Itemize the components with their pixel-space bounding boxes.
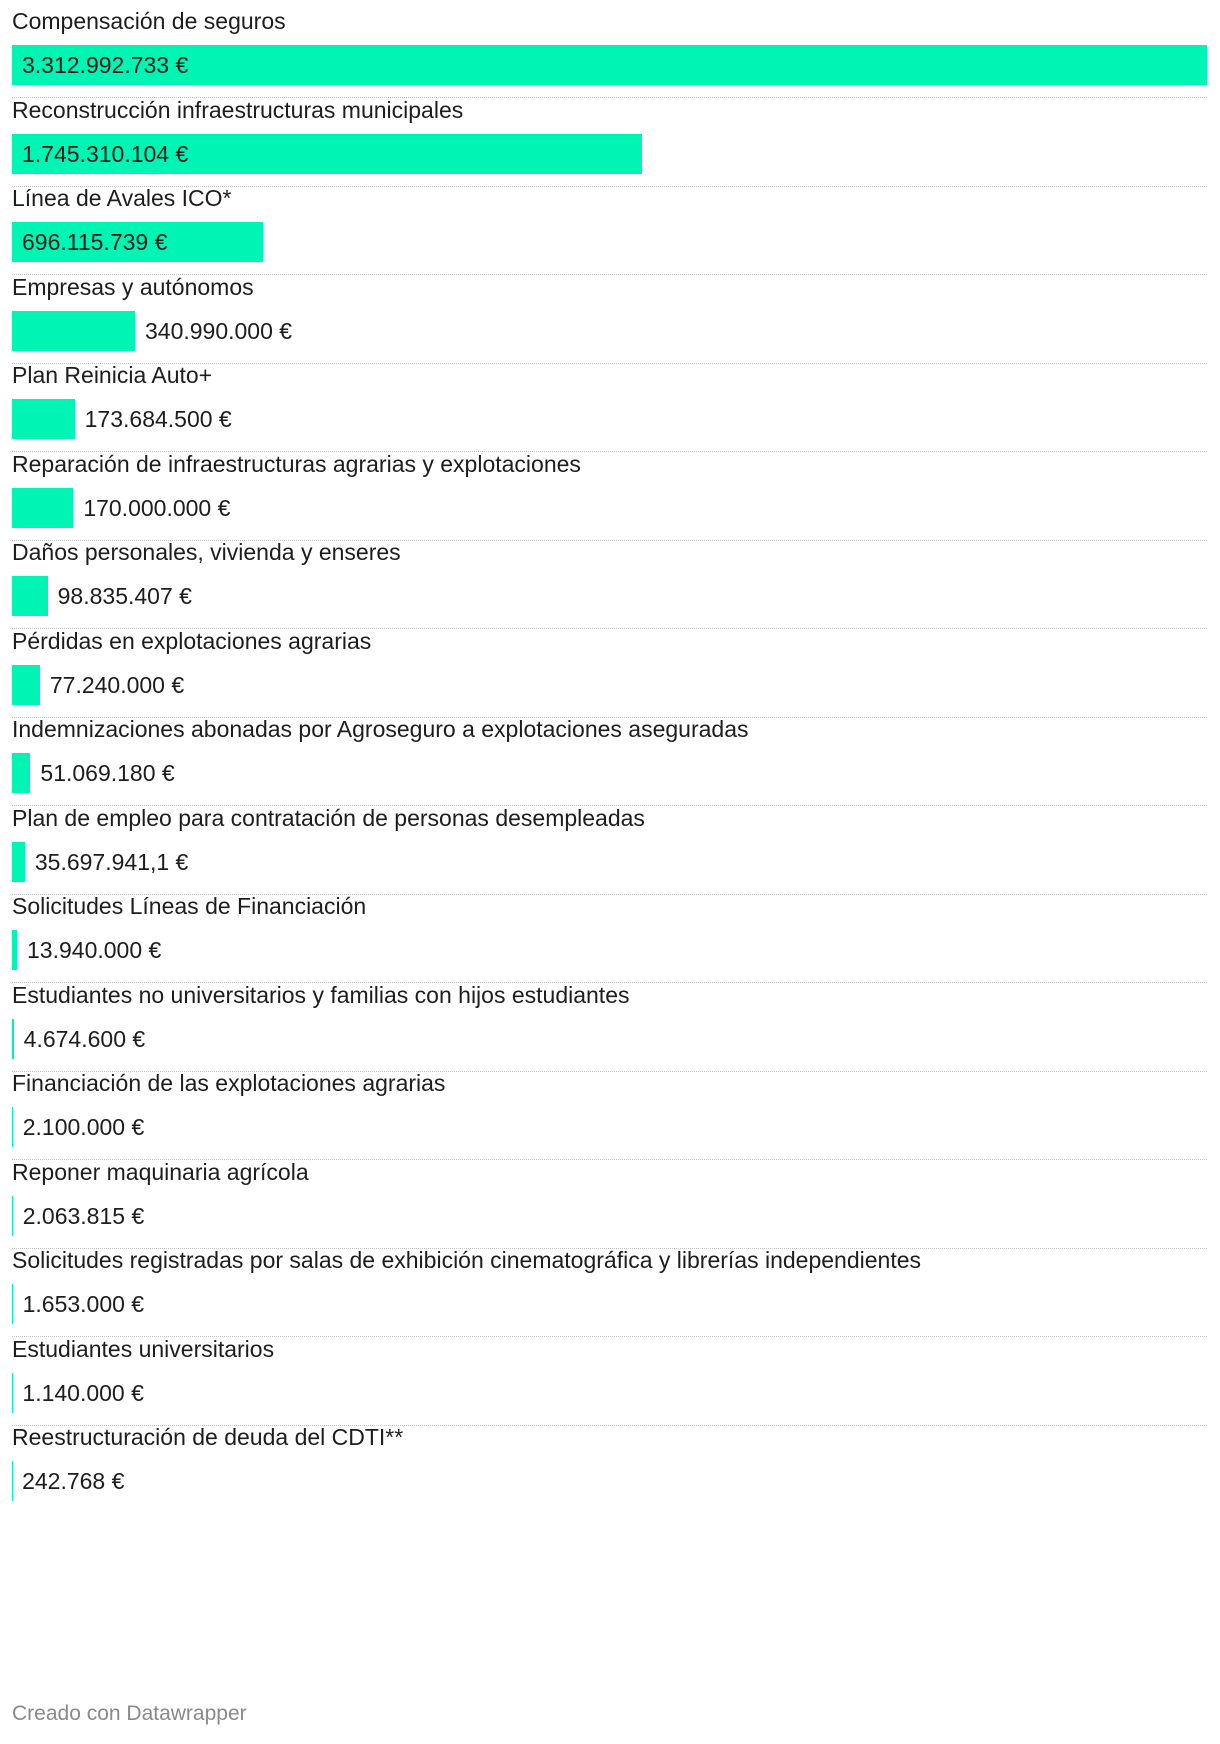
value-label: 98.835.407 € (57, 583, 192, 609)
category-label: Plan Reinicia Auto+ (12, 362, 213, 388)
value-label: 242.768 € (22, 1468, 125, 1494)
value-label: 2.100.000 € (22, 1114, 145, 1140)
value-label: 2.063.815 € (22, 1202, 145, 1229)
bar-row (12, 885, 1207, 983)
bar-row (12, 1328, 1207, 1426)
category-label: Compensación de seguros (12, 8, 286, 34)
bar (12, 1461, 13, 1501)
value-label: 1.140.000 € (22, 1379, 144, 1406)
category-label: Daños personales, vivienda y enseres (12, 539, 401, 565)
category-label: Estudiantes no universitarios y familias con hijos estudiantes (12, 981, 630, 1008)
bar (12, 1373, 13, 1413)
category-label: Línea de Avales ICO* (12, 185, 232, 211)
value-label: 173.684.500 € (84, 406, 232, 432)
bar-row (12, 1151, 1207, 1249)
bar (12, 45, 1207, 85)
value-label: 4.674.600 € (23, 1025, 146, 1052)
value-label: 3.312.992.733 € (22, 52, 189, 78)
bar (12, 576, 48, 616)
category-label: Solicitudes Líneas de Financiación (12, 893, 367, 919)
category-label: Reparación de infraestructuras agrarias y explotaciones (12, 450, 581, 477)
bar-row (12, 797, 1207, 895)
bar (12, 930, 17, 970)
category-label: Pérdidas en explotaciones agrarias (12, 627, 372, 654)
value-label: 1.745.310.104 € (22, 140, 189, 167)
bar (12, 842, 25, 882)
bar (12, 399, 75, 439)
value-label: 13.940.000 € (27, 937, 162, 963)
bar-row (12, 177, 1207, 275)
category-label: Indemnizaciones abonadas por Agroseguro a explotaciones aseguradas (12, 716, 749, 742)
value-label: 51.069.180 € (40, 760, 175, 786)
value-label: 170.000.000 € (83, 494, 231, 521)
category-label: Reestructuración de deuda del CDTI** (12, 1424, 404, 1450)
bar-row (12, 89, 1207, 187)
bar-row (12, 974, 1207, 1072)
bar (12, 1196, 13, 1236)
value-label: 77.240.000 € (49, 671, 185, 698)
category-label: Reponer maquinaria agrícola (12, 1158, 309, 1185)
category-label: Solicitudes registradas por salas de exhibición cinematográfica y librerías independientes (12, 1247, 922, 1273)
bar-row (12, 266, 1207, 364)
category-label: Empresas y autónomos (12, 273, 254, 300)
value-label: 1.653.000 € (22, 1291, 145, 1317)
bar-row (12, 531, 1207, 629)
value-label: 35.697.941,1 € (34, 848, 189, 875)
category-label: Estudiantes universitarios (12, 1335, 275, 1362)
category-label: Financiación de las explotaciones agrarias (12, 1070, 446, 1096)
bar (12, 1019, 14, 1059)
bar-row (12, 620, 1207, 718)
bar (12, 1107, 13, 1147)
bar-row (12, 708, 1207, 806)
value-label: 340.990.000 € (144, 317, 293, 344)
bar-chart (12, 0, 1207, 1744)
bar-row (12, 354, 1207, 452)
bar-row (12, 443, 1207, 541)
bar-row (12, 1416, 1207, 1514)
bar (12, 1284, 13, 1324)
category-label: Plan de empleo para contratación de personas desempleadas (12, 804, 645, 831)
bar-row (12, 0, 1207, 98)
bar (12, 311, 135, 351)
credit-text[interactable]: Creado con Datawrapper (12, 1702, 247, 1725)
value-label: 696.115.739 € (22, 229, 168, 255)
bar (12, 665, 40, 705)
bar (12, 488, 73, 528)
category-label: Reconstrucción infraestructuras municipales (12, 96, 464, 123)
bar-row (12, 1239, 1207, 1337)
bar (12, 753, 30, 793)
bar-row (12, 1062, 1207, 1160)
